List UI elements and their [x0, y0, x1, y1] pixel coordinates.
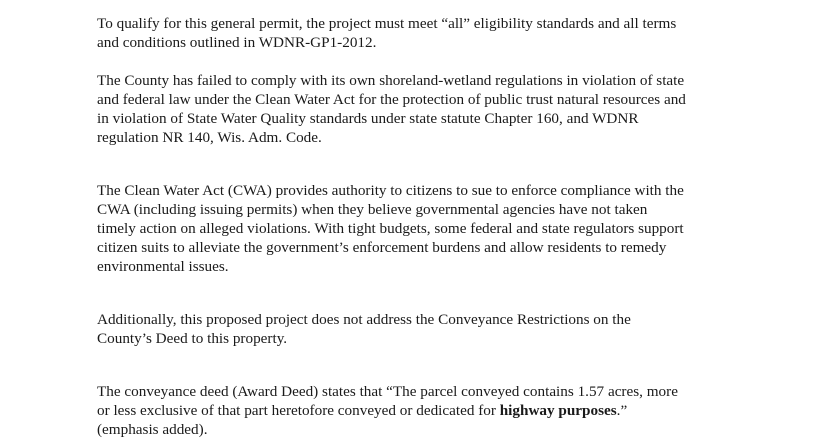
paragraph-conveyance-restrictions	[97, 310, 787, 348]
text-line: timely action on alleged violations. With tight budgets, some federal and state regulators support	[97, 220, 684, 237]
text-segment: or less exclusive of that part heretofore conveyed or dedicated for	[97, 402, 500, 419]
paragraph-county-compliance	[97, 71, 787, 147]
emphasized-text: highway purposes	[499, 402, 617, 419]
text-line: regulation NR 140, Wis. Adm. Code.	[97, 129, 322, 146]
text-line: The conveyance deed (Award Deed) states that “The parcel conveyed contains 1.57 acres, more	[97, 383, 678, 400]
text-line: CWA (including issuing permits) when they believe governmental agencies have not taken	[97, 201, 648, 218]
text-line	[97, 401, 787, 420]
text-line: Additionally, this proposed project does not address the Conveyance Restrictions on the	[97, 311, 631, 328]
text-line: environmental issues.	[97, 258, 229, 275]
paragraph-clean-water-act	[97, 181, 787, 276]
text-line: To qualify for this general permit, the project must meet “all” eligibility standards and all terms	[97, 15, 677, 32]
text-line: County’s Deed to this property.	[97, 330, 288, 347]
text-line: and conditions outlined in WDNR-GP1-2012.	[97, 34, 377, 51]
text-line: (emphasis added).	[97, 421, 208, 438]
paragraph-eligibility	[97, 14, 787, 52]
text-line: The Clean Water Act (CWA) provides authority to citizens to sue to enforce compliance with the	[97, 182, 684, 199]
text-line: and federal law under the Clean Water Act for the protection of public trust natural resources and	[97, 91, 686, 108]
text-line: in violation of State Water Quality standards under state statute Chapter 160, and WDNR	[97, 110, 639, 127]
text-line: citizen suits to alleviate the government’s enforcement burdens and allow residents to remedy	[97, 239, 667, 256]
text-segment: .”	[616, 402, 628, 419]
text-line: The County has failed to comply with its own shoreland-wetland regulations in violation of state	[97, 72, 685, 89]
paragraph-conveyance-deed	[97, 382, 787, 439]
